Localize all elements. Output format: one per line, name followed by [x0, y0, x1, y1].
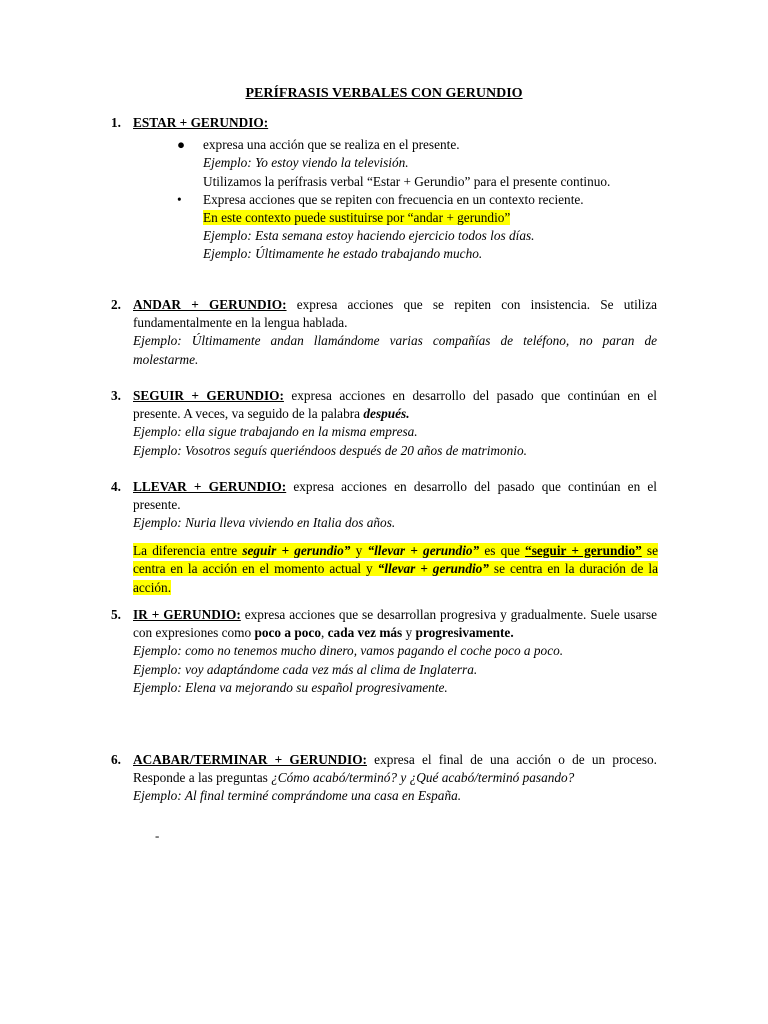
bullet-list [133, 136, 657, 263]
section-number: 2. [111, 297, 121, 312]
conjunction-text: y [402, 625, 416, 641]
section-heading: ANDAR + GERUNDIO: [133, 297, 287, 312]
example-text: Ejemplo: ella sigue trabajando en la misma empresa. [133, 424, 418, 440]
note-text [133, 543, 658, 595]
example-text: Ejemplo: como no tenemos mucho dinero, vamos pagando el coche poco a poco. [133, 643, 564, 659]
highlighted-note [133, 542, 658, 597]
section-number: 4. [111, 479, 121, 494]
section-ir [111, 606, 657, 697]
example-text: Ejemplo: Últimamente andan llamándome varias compañías de teléfono, no paran de molestarme. [133, 333, 657, 367]
question-text: ¿Cómo acabó/terminó? y ¿Qué acabó/terminó pasando? [271, 770, 575, 786]
list-item [177, 136, 657, 191]
section-llevar [111, 478, 657, 533]
section-text: expresa acciones que se repiten con insistencia. Se utiliza fundamentalmente en la lengua hablada. [133, 297, 657, 331]
section-number: 5. [111, 607, 121, 622]
section-acabar [111, 751, 657, 806]
bullet-text: expresa una acción que se realiza en el presente. [203, 137, 460, 153]
note-part: es que [479, 543, 526, 558]
note-term: “llevar + gerundio” [367, 543, 480, 558]
example-text: Ejemplo: voy adaptándome cada vez más al clima de Inglaterra. [133, 661, 478, 677]
list-item [177, 191, 657, 264]
section-heading: IR + GERUNDIO: [133, 607, 241, 622]
section-number: 6. [111, 752, 121, 767]
section-text: expresa acciones que se desarrollan progresiva y gradualmente. Suele usarse con expresiones como [133, 607, 657, 641]
section-andar [111, 296, 657, 369]
trailing-dash: - [155, 828, 160, 843]
example-text: Ejemplo: Últimamente he estado trabajando mucho. [203, 246, 483, 262]
separator-text: , [320, 625, 328, 641]
section-estar [111, 114, 657, 264]
note-part: y [350, 543, 368, 558]
note-term: “llevar + gerundio” [377, 561, 489, 577]
emphasis-text: después. [363, 406, 410, 422]
section-text: expresa acciones en desarrollo del pasado que continúan en el presente. [133, 479, 657, 513]
section-number: 3. [111, 388, 121, 403]
emphasis-text: progresivamente. [415, 625, 514, 641]
bullet-icon: • [177, 191, 182, 207]
section-number: 1. [111, 115, 121, 130]
example-text: Ejemplo: Al final terminé comprándome una casa en España. [133, 788, 462, 804]
note-term: “seguir + gerundio” [525, 543, 642, 558]
note-part: se centra en la acción en el momento actual y [133, 543, 659, 577]
explanation-text: Utilizamos la perífrasis verbal “Estar + Gerundio” para el presente continuo. [203, 173, 611, 189]
section-text: expresa el final de una acción o de un proceso. Responde a las preguntas [133, 752, 657, 786]
section-heading: SEGUIR + GERUNDIO: [133, 388, 284, 403]
bullet-icon: ● [177, 137, 186, 153]
example-text: Ejemplo: Nuria lleva viviendo en Italia dos años. [133, 515, 396, 531]
section-heading: LLEVAR + GERUNDIO: [133, 479, 287, 494]
emphasis-text: cada vez más [327, 625, 403, 641]
example-text: Ejemplo: Esta semana estoy haciendo ejercicio todos los días. [203, 228, 535, 244]
highlighted-text: En este contexto puede sustituirse por “andar + gerundio” [203, 210, 511, 226]
section-heading: ESTAR + GERUNDIO: [133, 115, 269, 130]
emphasis-text: poco a poco [254, 625, 321, 641]
section-seguir [111, 387, 657, 460]
example-text: Ejemplo: Yo estoy viendo la televisión. [203, 155, 409, 171]
section-heading: ACABAR/TERMINAR + GERUNDIO: [133, 752, 367, 767]
note-term: seguir + gerundio” [242, 543, 351, 558]
page-title: PERÍFRASIS VERBALES CON GERUNDIO [245, 86, 523, 101]
example-text: Ejemplo: Vosotros seguís queriéndoos después de 20 años de matrimonio. [133, 442, 527, 458]
bullet-text: Expresa acciones que se repiten con frecuencia en un contexto reciente. [203, 191, 584, 207]
note-part: se centra en la duración de la acción. [133, 561, 658, 595]
note-part: La diferencia entre [133, 543, 243, 558]
example-text: Ejemplo: Elena va mejorando su español progresivamente. [133, 679, 448, 695]
section-text: expresa acciones en desarrollo del pasado que continúan en el presente. A veces, va seguido de la palabra [133, 388, 657, 422]
